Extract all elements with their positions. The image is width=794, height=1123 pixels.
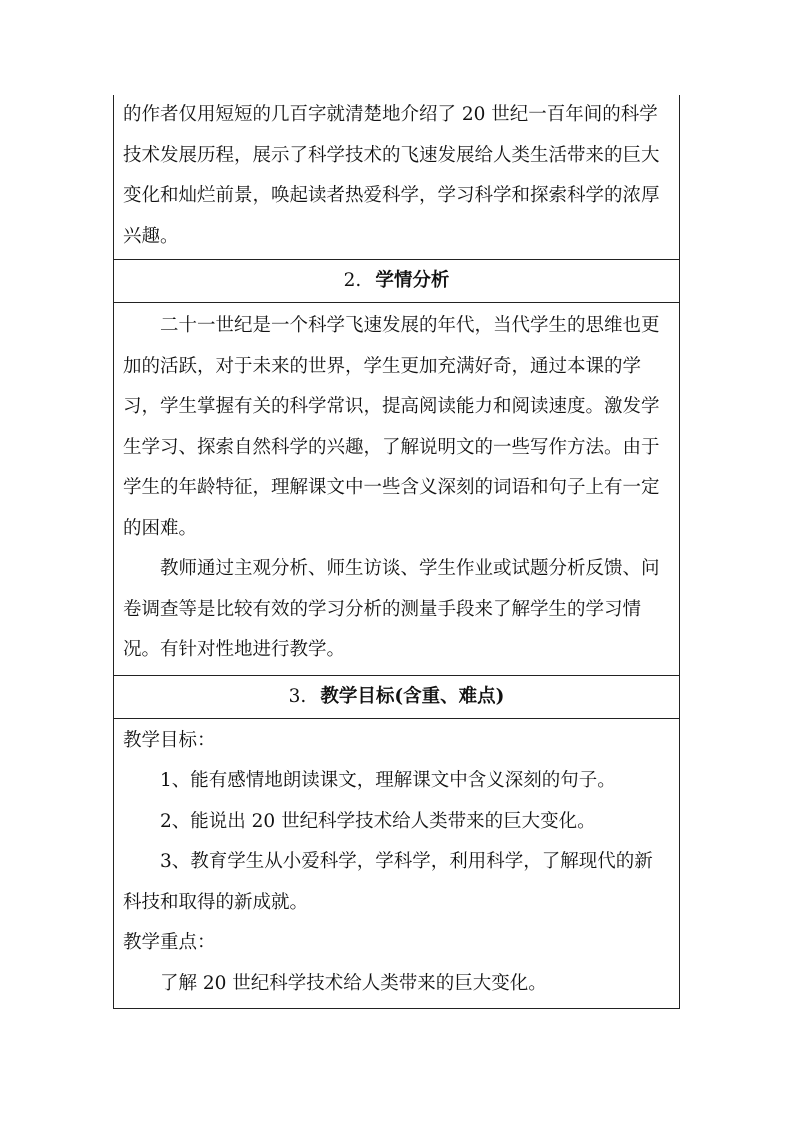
student-analysis-paragraph-1: 二十一世纪是一个科学飞速发展的年代，当代学生的思维也更加的活跃，对于未来的世界，学生更加充满好奇，通过本课的学习，学生掌握有关的科学常识，提高阅读能力和阅读速度。激发学生学习、探索自然科学的兴趣，了解说明文的一些写作方法。由于学生的年龄特征，理解课文中一些含义深刻的词语和句子上有一定的困难。 — [123, 315, 660, 539]
section-number: 2. — [343, 270, 362, 291]
section-header-student-analysis — [114, 259, 679, 303]
teaching-goals-cell — [114, 719, 679, 1009]
key-point-label: 教学重点： — [123, 932, 216, 953]
goals-label: 教学目标： — [123, 729, 216, 751]
key-point-text: 了解 20 世纪科学技术给人类带来的巨大变化。 — [160, 972, 547, 994]
section-title: 学情分析 — [375, 270, 450, 291]
goal-item-3: 3、教育学生从小爱科学，学科学，利用科学，了解现代的新科技和取得的新成就。 — [123, 851, 653, 913]
section-intro-cell — [114, 95, 679, 259]
goal-item-1: 1、能有感情地朗读课文，理解课文中含义深刻的句子。 — [160, 770, 616, 791]
student-analysis-paragraph-2: 教师通过主观分析、师生访谈、学生作业或试题分析反馈、问卷调查等是比较有效的学习分析的测量手段来了解学生的学习情况。有针对性地进行教学。 — [123, 558, 660, 660]
section-title: 教学目标(含重、难点) — [320, 685, 505, 707]
goal-item-2: 2、能说出 20 世纪科学技术给人类带来的巨大变化。 — [160, 810, 596, 832]
lesson-plan-table — [113, 95, 680, 1009]
intro-paragraph: 的作者仅用短短的几百字就清楚地介绍了 20 世纪一百年间的科学技术发展历程，展示了科学技术的飞速发展给人类生活带来的巨大变化和灿烂前景，唤起读者热爱科学，学习科学和探索科学的浓厚兴趣。 — [123, 104, 660, 247]
section-header-teaching-goals — [114, 675, 679, 719]
student-analysis-cell — [114, 303, 679, 675]
section-number: 3. — [288, 685, 307, 707]
